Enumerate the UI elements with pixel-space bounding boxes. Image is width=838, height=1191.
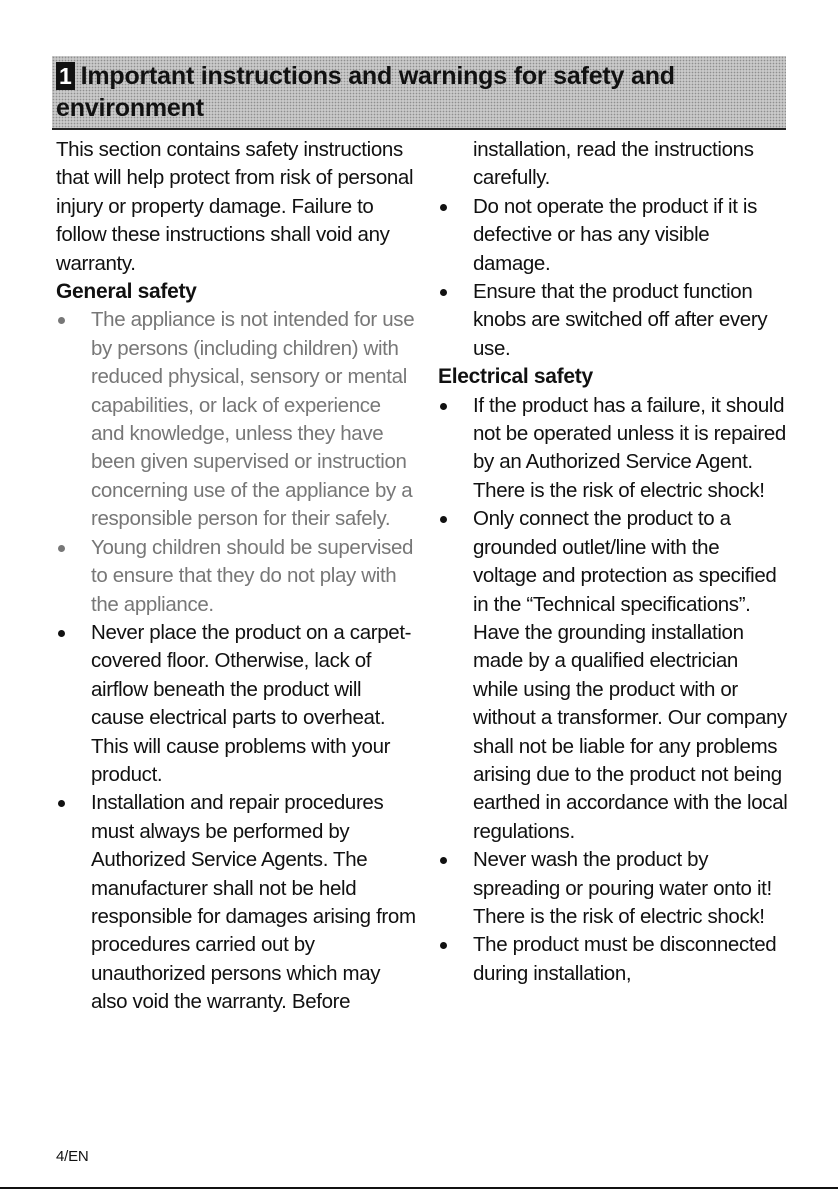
- list-item-text: Never place the product on a carpet-covered floor. Otherwise, lack of airflow beneath the product will cause electrical parts to overheat. This will cause problems with your product.: [91, 620, 412, 786]
- list-item-text: Ensure that the product function knobs are switched off after every use.: [473, 280, 768, 360]
- bullet-icon: [58, 545, 65, 552]
- continuation-text: installation, read the instructions carefully.: [473, 138, 754, 190]
- bullet-icon: [440, 204, 447, 211]
- section-heading: [56, 60, 776, 124]
- list-item: [438, 505, 788, 846]
- left-column: [56, 136, 416, 1017]
- list-item: [438, 931, 788, 988]
- bullet-icon: [440, 289, 447, 296]
- list-item-text: If the product has a failure, it should not be operated unless it is repaired by an Authorized Service Agent. There is the risk of electric shock!: [473, 393, 786, 502]
- list-item: [438, 278, 788, 363]
- list-item: [56, 534, 416, 619]
- intro-paragraph: This section contains safety instructions that will help protect from risk of personal injury or property damage. Failure to follow these instructions shall void any warranty.: [56, 138, 414, 275]
- list-item-text: Young children should be supervised to ensure that they do not play with the appliance.: [91, 535, 414, 616]
- list-item: [56, 306, 416, 533]
- list-item: [438, 846, 788, 931]
- list-item-text: Never wash the product by spreading or pouring water onto it! There is the risk of electric shock!: [473, 848, 772, 928]
- list-item-text: The product must be disconnected during installation,: [473, 933, 777, 985]
- section-title: Important instructions and warnings for safety and environment: [56, 62, 675, 122]
- general-safety-heading: General safety: [56, 280, 197, 304]
- list-item: [438, 193, 788, 278]
- bullet-icon: [440, 942, 447, 949]
- page-number: 4/EN: [56, 1148, 89, 1165]
- list-item: [438, 392, 788, 506]
- list-item: [56, 619, 416, 789]
- footer-divider: [0, 1187, 838, 1189]
- bullet-icon: [58, 800, 65, 807]
- list-item-text: Installation and repair procedures must always be performed by Authorized Service Agents. The manufacturer shall not be held responsible for damages arising from procedures carried out by unauthorized persons which may also void the warranty. Before: [91, 791, 416, 1014]
- electrical-safety-heading: Electrical safety: [438, 365, 593, 389]
- list-item-text: Only connect the product to a grounded outlet/line with the voltage and protection as specified in the “Technical specifications”. Have the grounding installation made by a qualified electrician while using the product with or without a transformer. Our company shall not be liable for any problems arising due to the product not being earthed in accordance with the local regulations.: [473, 507, 788, 843]
- bullet-icon: [58, 630, 65, 637]
- bullet-icon: [440, 857, 447, 864]
- bullet-icon: [440, 516, 447, 523]
- bullet-icon: [58, 317, 65, 324]
- heading-divider: [52, 128, 786, 130]
- general-safety-list: [56, 306, 416, 1016]
- list-item-text: Do not operate the product if it is defective or has any visible damage.: [473, 194, 758, 275]
- general-safety-list-continued: [438, 193, 788, 363]
- electrical-safety-list: [438, 392, 788, 989]
- right-column: [438, 136, 788, 988]
- bullet-icon: [440, 403, 447, 410]
- list-item: [56, 789, 416, 1016]
- section-number-badge: 1: [56, 62, 75, 90]
- list-item-text: The appliance is not intended for use by persons (including children) with reduced physical, sensory or mental capabilities, or lack of experience and knowledge, unless they have been given supervised or instruction concerning use of the appliance by a responsible person for their safely.: [91, 308, 415, 531]
